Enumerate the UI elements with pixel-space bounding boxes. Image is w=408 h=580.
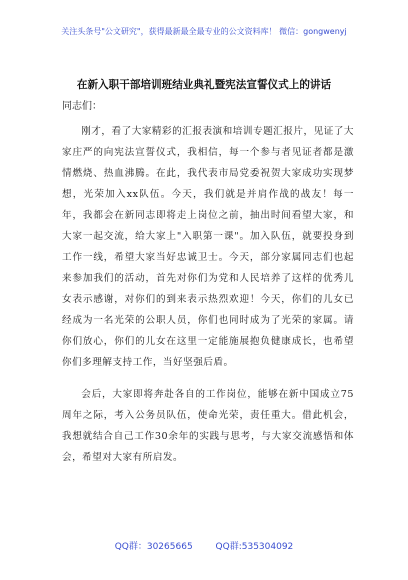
- paragraph-2: 会后，大家即将奔赴各自的工作岗位，能够在新中国成立75周年之际，考入公务员队伍，使命光荣，责任重大。借此机会，我想就结合自己工作30余年的实践与思考，与大家交流感悟和体会，希望对大家有所启发。: [62, 389, 354, 463]
- salutation: 同志们：: [62, 101, 102, 112]
- footer-qq-group-2: QQ群:535304092: [215, 542, 294, 552]
- speech-body: [62, 121, 354, 468]
- header-promo-note: 关注头条号"公文研究"，获得最新最全最专业的公文资料库！ 微信：gongwenyj: [61, 27, 347, 36]
- speech-title: 在新入职干部培训班结业典礼暨宪法宣誓仪式上的讲话: [76, 79, 332, 91]
- footer-qq-group-1: QQ群：30265665: [114, 542, 193, 552]
- footer-contact: [0, 539, 408, 552]
- paragraph-1: 刚才，看了大家精彩的汇报表演和培训专题汇报片，见证了大家庄严的向宪法宣誓仪式，我相信，每一个参与者见证者都是激情燃烧、热血沸腾。在此，我代表市局党委祝贺大家成功实现梦想，光荣加入xx队伍。今天，我们就是并肩作战的战友！每一年，我都会在新同志即将走上岗位之前，抽出时间看望大家，和大家一起交流，给大家上"入职第一课"。加入队伍，就要投身到工作一线，希望大家当好忠诚卫士。今天，部分家属同志们也起来参加我们的活动，首先对你们为党和人民培养了这样的优秀儿女表示感谢，对你们的到来表示热烈欢迎！今天，你们的儿女已经成为一名光荣的公职人员，你们也同时成为了光荣的家属。请你们放心，你们的儿女在这里一定能施展抱负健康成长，也希望你们多理解支持工作，当好坚强后盾。: [62, 126, 354, 368]
